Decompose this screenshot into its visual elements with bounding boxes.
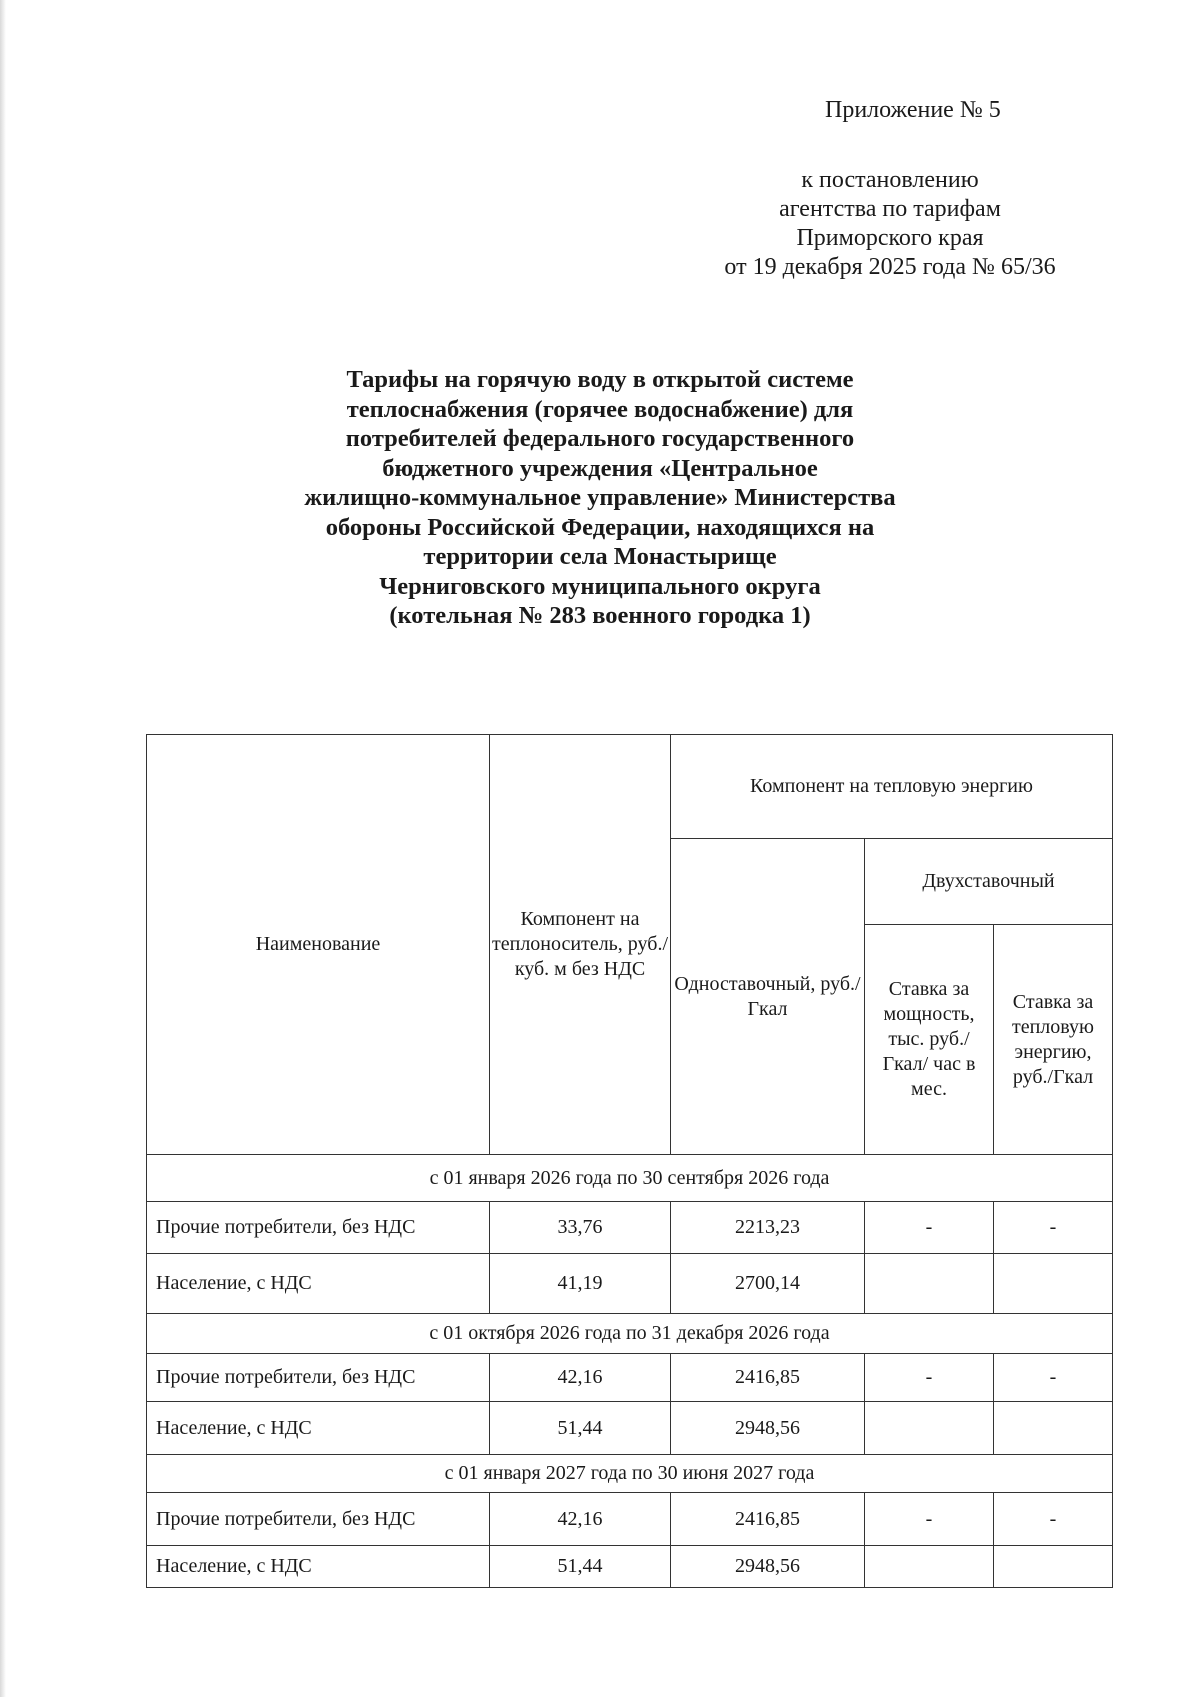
title-line: (котельная № 283 военного городка 1)	[389, 602, 811, 629]
title-line: бюджетного учреждения «Центральное	[382, 454, 818, 482]
appendix-line: Приморского края	[796, 225, 984, 251]
row-energy-rate	[994, 1546, 1113, 1588]
row-energy-rate	[994, 1254, 1113, 1314]
header-two-rate-group: Двухставочный	[865, 839, 1113, 925]
header-single-rate	[671, 839, 865, 1155]
row-single-rate: 2948,56	[671, 1402, 865, 1455]
header-capacity-rate-text: Ставка за мощность, тыс. руб./Гкал/ час в мес.	[882, 978, 976, 1100]
row-carrier: 33,76	[490, 1202, 671, 1254]
header-energy-group: Компонент на тепловую энергию	[671, 735, 1113, 839]
row-single-rate: 2213,23	[671, 1202, 865, 1254]
row-carrier: 42,16	[490, 1493, 671, 1546]
row-carrier: 41,19	[490, 1254, 671, 1314]
row-energy-rate	[994, 1402, 1113, 1455]
header-carrier	[490, 735, 671, 1155]
table-row	[147, 1402, 1113, 1455]
appendix-reference	[640, 166, 1140, 282]
row-capacity-rate: -	[865, 1493, 994, 1546]
period-row: с 01 января 2027 года по 30 июня 2027 года	[147, 1455, 1113, 1493]
row-carrier: 42,16	[490, 1354, 671, 1402]
row-energy-rate: -	[994, 1354, 1113, 1402]
row-energy-rate: -	[994, 1202, 1113, 1254]
tariff-table	[146, 734, 1113, 1588]
appendix-number: Приложение № 5	[825, 97, 1001, 123]
document-title	[180, 365, 1020, 631]
row-capacity-rate: -	[865, 1354, 994, 1402]
title-line: Тарифы на горячую воду в открытой системе	[346, 366, 854, 393]
row-capacity-rate	[865, 1546, 994, 1588]
title-line: Черниговского муниципального округа	[379, 572, 821, 600]
row-name: Население, с НДС	[147, 1254, 490, 1314]
title-line: обороны Российской Федерации, находящихся на	[325, 513, 875, 541]
period-row: с 01 января 2026 года по 30 сентября 2026 года	[147, 1155, 1113, 1202]
row-single-rate: 2700,14	[671, 1254, 865, 1314]
page-edge-shadow	[0, 0, 6, 1697]
header-carrier-text: Компонент на теплоноситель, руб./куб. м без НДС	[492, 908, 669, 980]
table-row	[147, 1254, 1113, 1314]
header-capacity-rate	[865, 925, 994, 1155]
title-line: территории села Монастырище	[423, 543, 777, 570]
table-row	[147, 1354, 1113, 1402]
header-name: Наименование	[147, 735, 490, 1155]
table-row	[147, 1546, 1113, 1588]
row-capacity-rate: -	[865, 1202, 994, 1254]
table-row	[147, 1493, 1113, 1546]
title-line: потребителей федерального государственного	[345, 425, 855, 452]
row-carrier: 51,44	[490, 1402, 671, 1455]
row-carrier: 51,44	[490, 1546, 671, 1588]
appendix-line: агентства по тарифам	[779, 196, 1001, 222]
row-energy-rate: -	[994, 1493, 1113, 1546]
row-name: Население, с НДС	[147, 1546, 490, 1588]
appendix-line: к постановлению	[801, 167, 979, 193]
header-energy-rate-text: Ставка за тепловую энергию, руб./Гкал	[1011, 990, 1094, 1088]
row-name: Прочие потребители, без НДС	[147, 1493, 490, 1546]
row-capacity-rate	[865, 1402, 994, 1455]
row-capacity-rate	[865, 1254, 994, 1314]
row-name: Прочие потребители, без НДС	[147, 1354, 490, 1402]
row-name: Население, с НДС	[147, 1402, 490, 1455]
title-line: теплоснабжения (горячее водоснабжение) для	[346, 395, 854, 423]
row-name: Прочие потребители, без НДС	[147, 1202, 490, 1254]
row-single-rate: 2948,56	[671, 1546, 865, 1588]
row-single-rate: 2416,85	[671, 1354, 865, 1402]
header-single-rate-text: Одноставочный, руб./Гкал	[674, 972, 861, 1020]
title-line: жилищно-коммунальное управление» Министерства	[304, 484, 896, 511]
header-energy-rate	[994, 925, 1113, 1155]
row-single-rate: 2416,85	[671, 1493, 865, 1546]
table-row	[147, 1202, 1113, 1254]
appendix-line: от 19 декабря 2025 года № 65/36	[724, 254, 1056, 280]
period-row: с 01 октября 2026 года по 31 декабря 2026 года	[147, 1314, 1113, 1354]
